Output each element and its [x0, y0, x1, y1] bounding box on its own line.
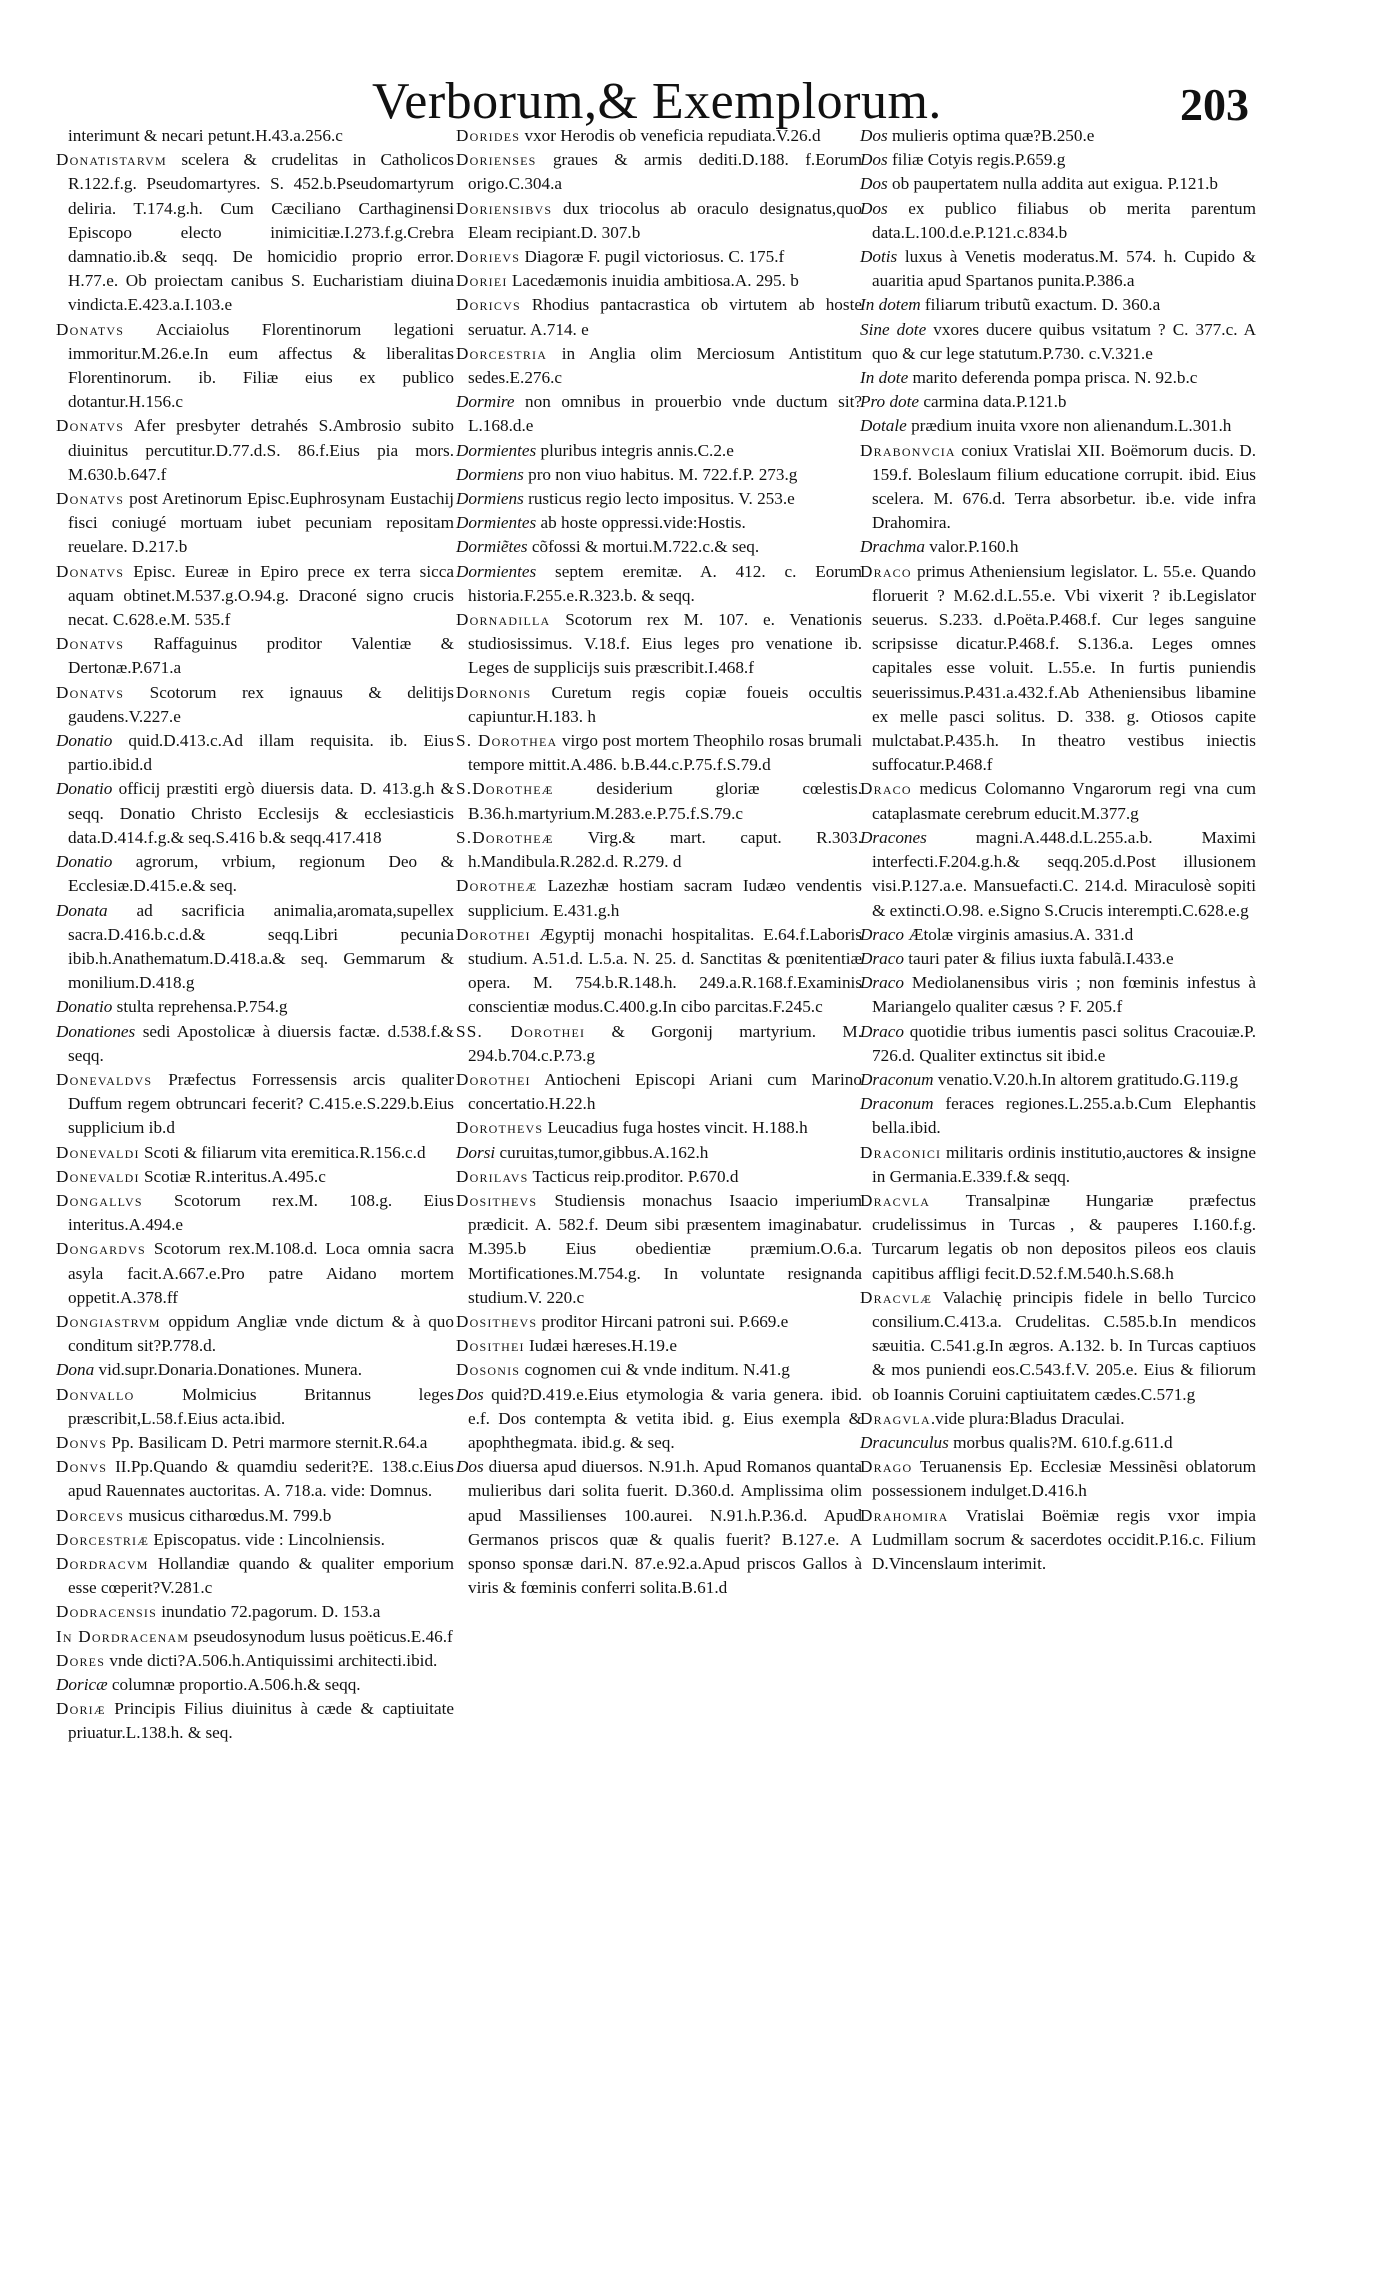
entry-text: prædium inuita vxore non alienandum.L.301.h	[906, 416, 1232, 436]
entry-headword: Donatistarvm	[56, 150, 167, 170]
index-entry	[860, 826, 1256, 923]
entry-text: post Aretinorum Episc.Euphrosynam Eustachij fisci coniugé mortuam iubet pecuniam repositam reuelare. D.217.b	[68, 489, 454, 557]
index-entry	[456, 560, 862, 608]
entry-text: oppidum Angliæ vnde dictum & à quo conditum sit?P.778.d.	[68, 1311, 454, 1356]
entry-text: Vratislai Boëmiæ regis vxor impia Ludmillam socrum & sacerdotes occidit.P.16.c. Filium D.Vincenslaum interimit.	[872, 1505, 1256, 1573]
entry-text: Antiocheni Episcopi Ariani cum Marino concertatio.H.22.h	[468, 1069, 862, 1114]
entry-text: desiderium gloriæ cœlestis. B.36.h.martyrium.M.283.e.P.75.f.S.79.c	[468, 779, 862, 823]
index-entry	[860, 560, 1256, 778]
entry-headword: Draconum	[860, 1069, 934, 1089]
entry-text: diuersa apud diuersos. N.91.h. Apud Romanos quanta mulieribus dari solita fuerit. D.360.d. Amplissima olim apud Massilienses 100.aurei. N.91.h.P.36.d. Apud Germanos priscos quæ & qualis fuerit? B.127.e. A sponso sponsæ dari.N. 87.e.92.a.Apud priscos Gallos à viris & fœminis conferri solita.B.61.d	[468, 1457, 862, 1598]
entry-text: pluribus integris annis.C.2.e	[536, 440, 734, 460]
entry-headword: Dorievs	[456, 247, 521, 267]
entry-headword: Donevaldvs	[56, 1069, 153, 1089]
entry-text: ob paupertatem nulla addita aut exigua. P.121.b	[887, 174, 1218, 194]
entry-text: Scotorum rex M. 107. e. Venationis studiosissimus. V.18.f. Eius leges pro venatione ib. Leges de supplicijs suis præscribit.I.468.f	[468, 610, 862, 678]
index-entry	[456, 608, 862, 681]
entry-headword: Dornadilla	[456, 610, 551, 630]
index-entry	[860, 148, 1256, 172]
entry-text: graues & armis dediti.D.188. f.Eorum origo.C.304.a	[468, 150, 862, 194]
index-entry	[860, 1068, 1256, 1092]
index-entry	[456, 874, 862, 922]
index-entry	[456, 1141, 862, 1165]
entry-text: Curetum regis copiæ foueis occultis capiuntur.H.183. h	[468, 682, 862, 726]
entry-headword: Dorcestria	[456, 343, 548, 363]
index-entry	[456, 681, 862, 729]
entry-headword: Dormientes	[456, 440, 537, 460]
index-entry	[456, 1020, 862, 1068]
entry-headword: Dos	[860, 174, 888, 194]
index-entry	[860, 1189, 1256, 1286]
entry-text: Raffaguinus proditor Valentiæ & Dertonæ.P.671.a	[68, 634, 454, 678]
entry-text: Mediolanensibus viris ; non fœminis infestus à Mariangelo qualiter cæsus ? F. 205.f	[872, 973, 1256, 1017]
index-entry	[456, 1116, 862, 1140]
index-entry	[456, 487, 862, 511]
index-entry	[56, 1068, 454, 1141]
index-entry	[456, 463, 862, 487]
entry-headword: Dorcevs	[56, 1505, 125, 1525]
entry-text: curuitas,tumor,gibbus.A.162.h	[495, 1142, 709, 1162]
entry-text: ex publico filiabus ob merita parentum data.L.100.d.e.P.121.c.834.b	[872, 198, 1256, 242]
entry-headword: Donatvs	[56, 634, 125, 654]
entry-headword: Draco	[860, 561, 912, 581]
entry-headword: Dos	[860, 150, 888, 170]
index-entry	[456, 197, 862, 245]
entry-headword: Draco	[860, 924, 904, 944]
entry-text: Pp. Basilicam D. Petri marmore sternit.R.64.a	[107, 1432, 428, 1452]
entry-text: Valachię principis fidele in bello Turcico consilium.C.413.a. Crudelitas. C.585.b.In mendicos sæuitia. C.541.g.In ægros. A.132. b. In Turcas captiuos & mos puniendi eos.C.543.f.V. 205.e. Eius & filiorum ob Ioannis Coruini captiuitatem cædes.C.571.g	[872, 1287, 1256, 1404]
index-entry	[456, 535, 862, 559]
entry-text: pro non viuo habitus. M. 722.f.P. 273.g	[523, 464, 798, 484]
index-entry	[860, 971, 1256, 1019]
entry-headword: S.Dorotheæ	[456, 827, 554, 847]
entry-text: Ægyptij monachi hospitalitas. E.64.f.Laboris studium. A.51.d. L.5.a. N. 25. d. Sanctitas & pœnitentiæ opera. M. 754.b.R.148.h. 249.a.R.168.f.Examinis conscientiæ modus.C.400.g.In cibo parcitas.F.245.c	[468, 924, 862, 1017]
entry-headword: Donvs	[56, 1432, 108, 1452]
index-entry	[456, 124, 862, 148]
entry-headword: Doriei	[456, 271, 508, 291]
entry-headword: In dote	[860, 368, 909, 388]
entry-text: Scotiæ R.interitus.A.495.c	[139, 1166, 326, 1186]
entry-text: vxores ducere quibus vsitatum ? C. 377.c. A quo & cur lege statutum.P.730. c.V.321.e	[872, 319, 1256, 363]
index-entry	[56, 318, 454, 415]
entry-headword: Dorcestriæ	[56, 1529, 150, 1549]
entry-headword: Dotis	[860, 247, 898, 267]
entry-text: Virg.& mart. caput. R.303. h.Mandibula.R.282.d. R.279. d	[468, 827, 862, 872]
index-entry	[860, 390, 1256, 414]
entry-text: Ætolæ virginis amasius.A. 331.d	[903, 924, 1134, 944]
entry-headword: Draco	[860, 779, 912, 799]
entry-text: Diagoræ F. pugil victoriosus. C. 175.f	[520, 247, 785, 267]
index-entry	[456, 1334, 862, 1358]
index-entry	[56, 850, 454, 898]
index-entry	[860, 1092, 1256, 1140]
entry-headword: Dracvla	[860, 1190, 931, 1210]
entry-headword: Draconum	[860, 1094, 934, 1114]
index-entry	[56, 1020, 454, 1068]
index-entry	[456, 511, 862, 535]
entry-text: musicus citharœdus.M. 799.b	[124, 1505, 332, 1525]
index-entry	[456, 1068, 862, 1116]
index-entry	[56, 560, 454, 633]
index-entry	[456, 1165, 862, 1189]
index-entry	[56, 777, 454, 850]
entry-text: interimunt & necari petunt.H.43.a.256.c	[68, 126, 343, 145]
entry-headword: Draco	[860, 948, 904, 968]
index-entry	[56, 414, 454, 487]
running-title: Verborum,& Exemplorum.	[372, 73, 942, 130]
entry-headword: Dorothei	[456, 1069, 531, 1089]
entry-headword: Dosithevs	[456, 1311, 538, 1331]
entry-headword: Donatio	[56, 852, 113, 872]
entry-text: filiarum tributũ exactum. D. 360.a	[920, 295, 1161, 315]
entry-text: vxor Herodis ob veneficia repudiata.V.26.d	[520, 126, 821, 145]
entry-text: morbus qualis?M. 610.f.g.611.d	[948, 1432, 1173, 1452]
index-entry	[56, 1600, 454, 1624]
entry-text: Principis Filius diuinitus à cæde & captiuitate priuatur.L.138.h. & seq.	[68, 1699, 454, 1743]
entry-headword: Dormientes	[456, 513, 537, 533]
index-entry	[456, 245, 862, 269]
entry-headword: Dorotheæ	[456, 876, 538, 896]
entry-text: Episcopatus. vide : Lincolniensis.	[149, 1529, 385, 1549]
entry-headword: Dos	[456, 1384, 484, 1404]
entry-headword: Dracones	[860, 827, 927, 847]
entry-text: magni.A.448.d.L.255.a.b. Maximi interfecti.F.204.g.h.& seqq.205.d.Post illusionem visi.P.127.a.e. Mansuefacti.C. 214.d. Miraculosè sopiti & extincti.O.98. e.Signo S.Crucis interempti.C.628.e.g	[872, 827, 1256, 920]
index-entry	[56, 681, 454, 729]
index-entry	[456, 1383, 862, 1456]
entry-headword: In dotem	[860, 295, 921, 315]
entry-text: venatio.V.20.h.In altorem gratitudo.G.119.g	[933, 1069, 1239, 1089]
entry-headword: Drahomira	[860, 1505, 949, 1525]
entry-headword: Draconici	[860, 1142, 942, 1162]
index-entry	[860, 245, 1256, 293]
entry-headword: Donatvs	[56, 319, 125, 339]
entry-headword: Dornonis	[456, 682, 532, 702]
entry-headword: Dosithevs	[456, 1190, 538, 1210]
entry-headword: Donata	[56, 900, 108, 920]
entry-text: quid?D.419.e.Eius etymologia & varia genera. ibid. e.f. Dos contempta & vetita ibid. g. Eius exempla & apophthegmata. ibid.g. & seq.	[468, 1384, 862, 1452]
entry-headword: Donvallo	[56, 1384, 135, 1404]
entry-headword: Dorothevs	[456, 1118, 544, 1138]
entry-text: luxus à Venetis moderatus.M. 574. h. Cupido & auaritia apud Spartanos punita.P.386.a	[872, 247, 1256, 291]
index-entry	[456, 390, 862, 438]
entry-text: quotidie tribus iumentis pasci solitus Cracouiæ.P. 726.d. Qualiter extinctus sit ibid.e	[872, 1021, 1256, 1065]
entry-text: Iudæi hæreses.H.19.e	[524, 1336, 677, 1356]
index-entry	[860, 535, 1256, 559]
entry-headword: Donevaldi	[56, 1166, 140, 1186]
entry-text: scelera & crudelitas in Catholicos R.122.f.g. Pseudomartyres. S. 452.b.Pseudomartyrum deliria. T.174.g.h. Cum Cæciliano Carthaginensi Episcopo electo inimicitiæ.I.273.f.g.Crebra damnatio.ib.& seqq. De homicidio proprio error. H.77.e. Ob proiectam canibus S. Eucharistiam diuina vindicta.E.423.a.I.103.e	[68, 150, 454, 315]
index-entry	[456, 729, 862, 777]
entry-text: Tacticus reip.proditor. P.670.d	[528, 1166, 739, 1186]
entry-headword: Draco	[860, 1021, 904, 1041]
entry-text: militaris ordinis institutio,auctores & insigne in Germania.E.339.f.& seqq.	[872, 1142, 1256, 1186]
entry-headword: Dos	[860, 126, 888, 145]
entry-text: Teruanensis Ep. Ecclesiæ Messinẽsi oblatorum possessionem indulget.D.416.h	[872, 1457, 1256, 1501]
entry-text: Molmicius Britannus leges præscribit,L.58.f.Eius acta.ibid.	[68, 1384, 454, 1428]
entry-text: Præfectus Forressensis arcis qualiter Duffum regem obtruncari fecerit? C.415.e.S.229.b.Eius supplicium ib.d	[68, 1069, 454, 1138]
entry-text: quid.D.413.c.Ad illam requisita. ib. Eius partio.ibid.d	[68, 731, 454, 775]
entry-headword: Doricvs	[456, 295, 521, 315]
entry-text: vnde dicti?A.506.h.Antiquissimi architecti.ibid.	[105, 1650, 438, 1670]
entry-headword: Drachma	[860, 537, 925, 557]
entry-headword: Doriensibvs	[456, 198, 553, 218]
entry-headword: Sine dote	[860, 319, 927, 339]
index-entry	[456, 342, 862, 390]
entry-text: ad sacrificia animalia,aromata,supellex sacra.D.416.b.c.d.& seqq.Libri pecunia ibib.h.Anathematum.D.418.a.& seq. Gemmarum & monilium.D.418.g	[68, 900, 454, 993]
entry-headword: Dracunculus	[860, 1432, 949, 1452]
index-entry	[56, 729, 454, 777]
index-entry	[860, 1141, 1256, 1189]
index-entry	[860, 947, 1256, 971]
entry-headword: Dorsi	[456, 1142, 496, 1162]
entry-text: Afer presbyter detrahés S.Ambrosio subito diuinitus percutitur.D.77.d.S. 86.f.Eius pia mors. M.630.b.647.f	[68, 416, 454, 484]
entry-headword: In Dordracenam	[56, 1626, 190, 1646]
entry-text: marito deferenda pompa prisca. N. 92.b.c	[908, 368, 1198, 388]
index-entry	[860, 439, 1256, 536]
entry-text: & Gorgonij martyrium. M. 294.b.704.c.P.73.g	[468, 1021, 862, 1065]
index-entry	[456, 1310, 862, 1334]
entry-text: primus Atheniensium legislator. L. 55.e. Quando floruerit ? M.62.d.L.55.e. Vbi vixerit ? ib.Legislator seuerus. S.233. d.Poëta.P.468.f. Cur leges sanguine scripsisse dicatur.P.468.f. S.136.a. Leges omnes capitales esse voluit. L.55.e. In furtis puniendis seuerissimus.P.431.a.432.f.Ab Atheniensibus libamine ex melle pasci solitus. D. 338. g. Otiosos capite mulctabat.P.435.h. In theatro vestibus iniectis suffocatur.P.468.f	[872, 561, 1256, 775]
index-entry	[860, 1020, 1256, 1068]
index-entry	[860, 1504, 1256, 1577]
index-entry	[456, 148, 862, 196]
index-entry	[860, 293, 1256, 317]
index-entry	[860, 923, 1256, 947]
entry-text: sedi Apostolicæ à diuersis factæ. d.538.f.& seqq.	[68, 1021, 454, 1065]
entry-text: II.Pp.Quando & quamdiu sederit?E. 138.c.Eius apud Rauennates auctoritas. A. 718.a. vide: Domnus.	[68, 1457, 454, 1501]
entry-headword: Donatvs	[56, 561, 125, 581]
index-entry	[860, 1431, 1256, 1455]
entry-headword: Donevaldi	[56, 1142, 140, 1162]
entry-headword: Donatio	[56, 731, 113, 751]
index-entry	[56, 632, 454, 680]
index-column-1	[56, 124, 454, 1746]
entry-text: feraces regiones.L.255.a.b.Cum Elephantis bella.ibid.	[872, 1094, 1256, 1138]
entry-headword: S. Dorothea	[456, 731, 558, 751]
entry-headword: Draco	[860, 973, 904, 993]
index-entry	[56, 1673, 454, 1697]
index-column-2	[456, 124, 862, 1600]
entry-text: dux triocolus ab oraculo designatus,quo Eleam recipiant.D. 307.b	[468, 198, 862, 242]
index-entry	[56, 1697, 454, 1745]
entry-text: mulieris optima quæ?B.250.e	[887, 126, 1095, 145]
index-entry	[56, 995, 454, 1019]
entry-headword: Dracvlæ	[860, 1287, 933, 1307]
entry-headword: Dosithei	[456, 1336, 525, 1356]
entry-headword: Dormientes	[456, 561, 537, 581]
index-entry	[56, 1552, 454, 1600]
index-entry	[56, 1625, 454, 1649]
entry-text: .vide plura:Bladus Draculai.	[930, 1408, 1125, 1428]
entry-headword: SS. Dorothei	[456, 1021, 586, 1041]
entry-headword: Dorothei	[456, 924, 531, 944]
entry-text: Studiensis monachus Isaacio imperium prædicit. A. 582.f. Deum sibi præsentem imaginabatur. M.395.b Eius obedientiæ præmium.O.6.a. Mortificationes.M.754.g. In voluntate resignanda studium.V. 220.c	[468, 1190, 862, 1307]
index-entry	[860, 172, 1256, 196]
index-entry	[860, 197, 1256, 245]
entry-text: Lazezhæ hostiam sacram Iudæo vendentis supplicium. E.431.g.h	[468, 876, 862, 920]
index-entry	[456, 777, 862, 825]
entry-text: Scoti & filiarum vita eremitica.R.156.c.d	[139, 1142, 426, 1162]
index-entry	[56, 1649, 454, 1673]
index-entry	[860, 318, 1256, 366]
entry-headword: Dormiens	[456, 464, 524, 484]
entry-headword: Dorilavs	[456, 1166, 529, 1186]
index-entry	[860, 366, 1256, 390]
entry-text: tauri pater & filius iuxta fabulã.I.433.e	[903, 948, 1174, 968]
index-entry	[56, 1189, 454, 1237]
entry-text: Rhodius pantacrastica ob virtutem ab hoste seruatur. A.714. e	[468, 295, 862, 339]
entry-text: columnæ proportio.A.506.h.& seqq.	[107, 1675, 361, 1694]
index-entry	[456, 923, 862, 1020]
entry-text: Transalpinæ Hungariæ præfectus crudelissimus in Turcas , & pauperes I.160.f.g. Turcarum legatis ob non depositos pileos eos clauis capitibus affligi fecit.D.52.f.M.540.h.S.68.h	[872, 1190, 1256, 1283]
index-entry	[56, 1237, 454, 1310]
entry-headword: Dos	[456, 1457, 484, 1477]
index-entry	[860, 1455, 1256, 1503]
entry-text: filiæ Cotyis regis.P.659.g	[887, 150, 1066, 170]
index-entry	[56, 1358, 454, 1382]
index-entry	[56, 899, 454, 996]
index-entry	[56, 487, 454, 560]
entry-text: in Anglia olim Merciosum Antistitum sedes.E.276.c	[468, 343, 862, 388]
index-entry	[456, 1358, 862, 1382]
entry-headword: Doricæ	[56, 1675, 108, 1694]
index-entry	[456, 269, 862, 293]
index-entry	[860, 414, 1256, 438]
index-entry	[456, 826, 862, 874]
entry-text: valor.P.160.h	[924, 537, 1019, 557]
entry-headword: Dona	[56, 1360, 95, 1380]
index-entry	[456, 293, 862, 341]
entry-text: Leucadius fuga hostes vincit. H.188.h	[543, 1118, 808, 1138]
entry-text: ab hoste oppressi.vide:Hostis.	[536, 513, 746, 533]
entry-headword: Donatio	[56, 997, 113, 1017]
entry-text: Episc. Eureæ in Epiro prece ex terra sicca aquam obtinet.M.537.g.O.94.g. Draconé signo crucis necat. C.628.e.M. 535.f	[68, 561, 454, 630]
entry-text: septem eremitæ. A. 412. c. Eorum historia.F.255.e.R.323.b. & seqq.	[468, 561, 862, 605]
index-entry	[56, 1528, 454, 1552]
entry-text: Scotorum rex ignauus & delitijs gaudens.V.227.e	[68, 682, 454, 726]
page-number: 203	[1180, 79, 1249, 130]
index-entry	[56, 124, 454, 148]
index-entry	[56, 1310, 454, 1358]
entry-headword: Donvs	[56, 1457, 108, 1477]
entry-headword: Pro dote	[860, 392, 920, 412]
entry-headword: Dongiastrvm	[56, 1311, 161, 1331]
index-entry	[860, 124, 1256, 148]
entry-text: proditor Hircani patroni sui. P.669.e	[537, 1311, 789, 1331]
entry-text: cognomen cui & vnde inditum. N.41.g	[520, 1360, 790, 1380]
entry-headword: Dosonis	[456, 1360, 521, 1380]
entry-headword: Donatvs	[56, 682, 125, 702]
entry-text: Acciaiolus Florentinorum legationi immoritur.M.26.e.In eum affectus & liberalitas Florentinorum. ib. Filiæ eius ex publico dotantur.H.156.c	[68, 319, 454, 412]
index-entry	[56, 1431, 454, 1455]
index-entry	[56, 1383, 454, 1431]
entry-headword: Doriæ	[56, 1699, 106, 1719]
entry-text: Scotorum rex.M.108.d. Loca omnia sacra asyla facit.A.667.e.Pro patre Aidano mortem oppetit.A.378.ff	[68, 1239, 454, 1307]
index-column-3	[860, 124, 1256, 1576]
entry-headword: Dongardvs	[56, 1239, 146, 1259]
entry-headword: S.Dorotheæ	[456, 779, 554, 799]
entry-headword: Dos	[860, 198, 888, 218]
entry-headword: Dotale	[860, 416, 907, 436]
entry-headword: Dodracensis	[56, 1602, 157, 1622]
entry-text: rusticus regio lecto impositus. V. 253.e	[523, 489, 795, 509]
entry-text: stulta reprehensa.P.754.g	[112, 997, 288, 1017]
entry-text: medicus Colomanno Vngarorum regi vna cum cataplasmate cerebrum educit.M.377.g	[872, 779, 1256, 823]
entry-headword: Donatvs	[56, 416, 125, 436]
entry-text: inundatio 72.pagorum. D. 153.a	[156, 1602, 381, 1622]
entry-text: pseudosynodum lusus poëticus.E.46.f	[189, 1626, 453, 1646]
index-entry	[456, 1455, 862, 1600]
entry-text: Lacedæmonis inuidia ambitiosa.A. 295. b	[507, 271, 799, 291]
entry-text: coniux Vratislai XII. Boëmorum ducis. D. 159.f. Boleslaum filium educatione corrupit. ibid. Eius scelera. M. 676.d. Terra absorbetur. ib.e. vide infra Drahomira.	[872, 440, 1256, 533]
entry-headword: Dormiẽtes	[456, 537, 528, 557]
entry-headword: Donationes	[56, 1021, 136, 1041]
entry-text: virgo post mortem Theophilo rosas brumali tempore mittit.A.486. b.B.44.c.P.75.f.S.79.d	[468, 731, 863, 775]
entry-text: Scotorum rex.M. 108.g. Eius interitus.A.494.e	[68, 1190, 454, 1235]
entry-headword: Dongallvs	[56, 1190, 143, 1210]
index-entry	[860, 777, 1256, 825]
entry-text: vid.supr.Donaria.Donationes. Munera.	[94, 1360, 362, 1380]
entry-headword: Donatvs	[56, 489, 125, 509]
entry-headword: Dorienses	[456, 150, 537, 170]
entry-text: agrorum, vrbium, regionum Deo & Ecclesiæ.D.415.e.& seq.	[68, 852, 454, 896]
entry-text: officij præstiti ergò diuersis data. D. 413.g.h & seqq. Donatio Christo Ecclesijs & ecclesiasticis data.D.414.f.g.& seq.S.416 b.& seqq.417.418	[68, 779, 454, 847]
index-entry	[56, 148, 454, 317]
index-entry	[456, 439, 862, 463]
entry-headword: Dormiens	[456, 489, 524, 509]
entry-text: Hollandiæ quando & qualiter emporium esse cœperit?V.281.c	[68, 1553, 454, 1598]
index-entry	[56, 1141, 454, 1165]
index-entry	[56, 1165, 454, 1189]
entry-headword: Drabonvcia	[860, 440, 956, 460]
entry-headword: Drago	[860, 1457, 913, 1477]
entry-headword: Dordracvm	[56, 1553, 149, 1573]
entry-text: non omnibus in prouerbio vnde ductum sit?L.168.d.e	[468, 392, 862, 436]
entry-headword: Dorides	[456, 126, 521, 145]
index-entry	[860, 1286, 1256, 1407]
index-entry	[456, 1189, 862, 1310]
entry-headword: Dores	[56, 1650, 106, 1670]
entry-headword: Donatio	[56, 779, 113, 799]
entry-text: carmina data.P.121.b	[919, 392, 1067, 412]
index-entry	[56, 1455, 454, 1503]
entry-headword: Dragvla	[860, 1408, 931, 1428]
entry-headword: Dormire	[456, 392, 515, 412]
index-entry	[860, 1407, 1256, 1431]
index-entry	[56, 1504, 454, 1528]
entry-text: cõfossi & mortui.M.722.c.& seq.	[527, 537, 760, 557]
